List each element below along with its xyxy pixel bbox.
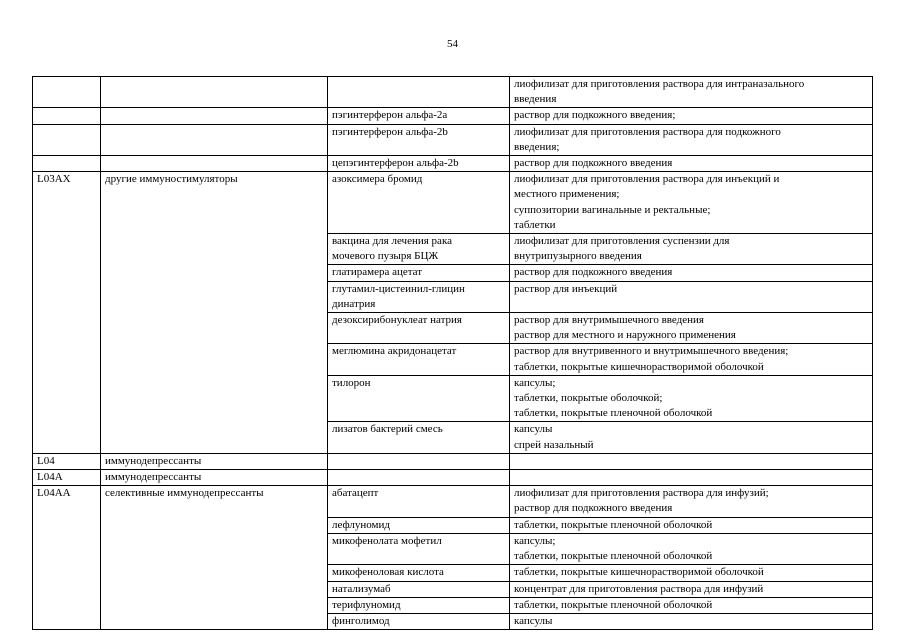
- drug-name-line: вакцина для лечения рака: [332, 235, 453, 248]
- dosage-form-line: раствор для внутримышечного введения: [514, 314, 704, 327]
- dosage-form-line: введения: [514, 93, 557, 106]
- dosage-form-cell: [510, 124, 873, 155]
- drug-cell: микофенолата мофетил: [328, 533, 510, 564]
- dosage-form-line: капсулы: [514, 423, 553, 436]
- table-row: [33, 470, 873, 486]
- group-cell: селективные иммунодепрессанты: [101, 486, 328, 630]
- atc-code-cell: [33, 156, 101, 172]
- table-row: [33, 108, 873, 124]
- drug-cell: терифлуномид: [328, 597, 510, 613]
- drug-cell: натализумаб: [328, 581, 510, 597]
- dosage-form-cell: [510, 375, 873, 422]
- drug-cell: лизатов бактерий смесь: [328, 422, 510, 453]
- dosage-form-line: лиофилизат для приготовления раствора для интраназального: [514, 78, 805, 90]
- atc-code-cell: [33, 124, 101, 155]
- dosage-form-cell: [510, 486, 873, 517]
- dosage-form-line: внутрипузырного введения: [514, 250, 642, 263]
- drug-cell: цепэгинтерферон альфа-2b: [328, 156, 510, 172]
- drug-cell: [328, 470, 510, 486]
- atc-code-cell: L03AX: [33, 172, 101, 454]
- group-cell: иммунодепрессанты: [101, 453, 328, 469]
- dosage-form-line: капсулы;: [514, 534, 556, 547]
- atc-code-cell: [33, 77, 101, 108]
- dosage-form-line: раствор для подкожного введения: [514, 502, 673, 515]
- dosage-form-line: таблетки, покрытые оболочкой;: [514, 392, 663, 405]
- dosage-form-cell: [510, 613, 873, 629]
- dosage-form-line: раствор для местного и наружного применения: [514, 329, 736, 342]
- table-row: [33, 486, 873, 517]
- group-cell: [101, 77, 328, 108]
- dosage-form-line: таблетки, покрытые пленочной оболочкой: [514, 407, 713, 420]
- dosage-form-line: лиофилизат для приготовления суспензии для: [514, 235, 730, 248]
- atc-code-cell: L04A: [33, 470, 101, 486]
- table-row: [33, 453, 873, 469]
- atc-code-cell: L04: [33, 453, 101, 469]
- drug-cell: пэгинтерферон альфа-2a: [328, 108, 510, 124]
- table-row: [33, 172, 873, 234]
- dosage-form-line: раствор для инъекций: [514, 282, 618, 295]
- dosage-form-line: таблетки, покрытые пленочной оболочкой: [514, 518, 713, 531]
- atc-code-cell: L04AA: [33, 486, 101, 630]
- table-row: [33, 156, 873, 172]
- dosage-form-line: таблетки, покрытые пленочной оболочкой: [514, 598, 713, 611]
- drug-cell: тилорон: [328, 375, 510, 422]
- drug-name-line: глутамил-цистеинил-глицин: [332, 282, 465, 295]
- drug-cell: абатацепт: [328, 486, 510, 517]
- dosage-form-cell: [510, 597, 873, 613]
- dosage-form-cell: [510, 517, 873, 533]
- drug-cell: микофеноловая кислота: [328, 565, 510, 581]
- drug-cell: меглюмина акридонацетат: [328, 344, 510, 375]
- dosage-form-line: капсулы: [514, 614, 553, 627]
- dosage-form-line: концентрат для приготовления раствора для инфузий: [514, 582, 764, 595]
- drug-cell: [328, 281, 510, 312]
- drug-cell: [328, 453, 510, 469]
- dosage-form-cell: [510, 265, 873, 281]
- group-cell: [101, 124, 328, 155]
- dosage-form-line: таблетки, покрытые пленочной оболочкой: [514, 550, 713, 563]
- drug-cell: дезоксирибонуклеат натрия: [328, 313, 510, 344]
- dosage-form-cell: [510, 156, 873, 172]
- dosage-form-line: таблетки: [514, 218, 556, 231]
- dosage-form-cell: [510, 565, 873, 581]
- drug-cell: пэгинтерферон альфа-2b: [328, 124, 510, 155]
- dosage-form-cell: [510, 470, 873, 486]
- dosage-form-cell: [510, 581, 873, 597]
- dosage-form-line: раствор для подкожного введения;: [514, 109, 676, 122]
- drug-cell: [328, 77, 510, 108]
- dosage-form-cell: [510, 234, 873, 265]
- dosage-form-cell: [510, 453, 873, 469]
- group-cell: [101, 108, 328, 124]
- dosage-form-line: раствор для внутривенного и внутримышечного введения;: [514, 345, 789, 358]
- group-cell: иммунодепрессанты: [101, 470, 328, 486]
- drug-name-line: динатрия: [332, 297, 376, 310]
- drug-cell: [328, 234, 510, 265]
- group-cell: [101, 156, 328, 172]
- drug-cell: лефлуномид: [328, 517, 510, 533]
- dosage-form-line: раствор для подкожного введения: [514, 157, 673, 170]
- dosage-form-line: лиофилизат для приготовления раствора для инъекций и: [514, 173, 780, 186]
- dosage-form-line: введения;: [514, 140, 560, 153]
- dosage-form-line: таблетки, покрытые кишечнорастворимой оболочкой: [514, 566, 764, 579]
- medication-table: [32, 76, 873, 630]
- atc-code-cell: [33, 108, 101, 124]
- dosage-form-cell: [510, 281, 873, 312]
- drug-cell: финголимод: [328, 613, 510, 629]
- dosage-form-line: капсулы;: [514, 376, 556, 389]
- group-cell: другие иммуностимуляторы: [101, 172, 328, 454]
- drug-cell: азоксимера бромид: [328, 172, 510, 234]
- dosage-form-cell: [510, 313, 873, 344]
- dosage-form-cell: [510, 77, 873, 108]
- dosage-form-line: местного применения;: [514, 188, 620, 201]
- dosage-form-line: суппозитории вагинальные и ректальные;: [514, 203, 711, 216]
- dosage-form-line: таблетки, покрытые кишечнорастворимой оболочкой: [514, 360, 764, 373]
- table-row: [33, 77, 873, 108]
- dosage-form-cell: [510, 172, 873, 234]
- drug-cell: глатирамера ацетат: [328, 265, 510, 281]
- page-number: 54: [447, 38, 458, 50]
- dosage-form-line: лиофилизат для приготовления раствора для подкожного: [514, 125, 781, 138]
- table-row: [33, 124, 873, 155]
- drug-name-line: мочевого пузыря БЦЖ: [332, 250, 439, 263]
- dosage-form-line: спрей назальный: [514, 438, 594, 451]
- dosage-form-cell: [510, 533, 873, 564]
- dosage-form-line: лиофилизат для приготовления раствора для инфузий;: [514, 487, 769, 500]
- dosage-form-cell: [510, 422, 873, 453]
- dosage-form-cell: [510, 344, 873, 375]
- dosage-form-line: раствор для подкожного введения: [514, 266, 673, 279]
- dosage-form-cell: [510, 108, 873, 124]
